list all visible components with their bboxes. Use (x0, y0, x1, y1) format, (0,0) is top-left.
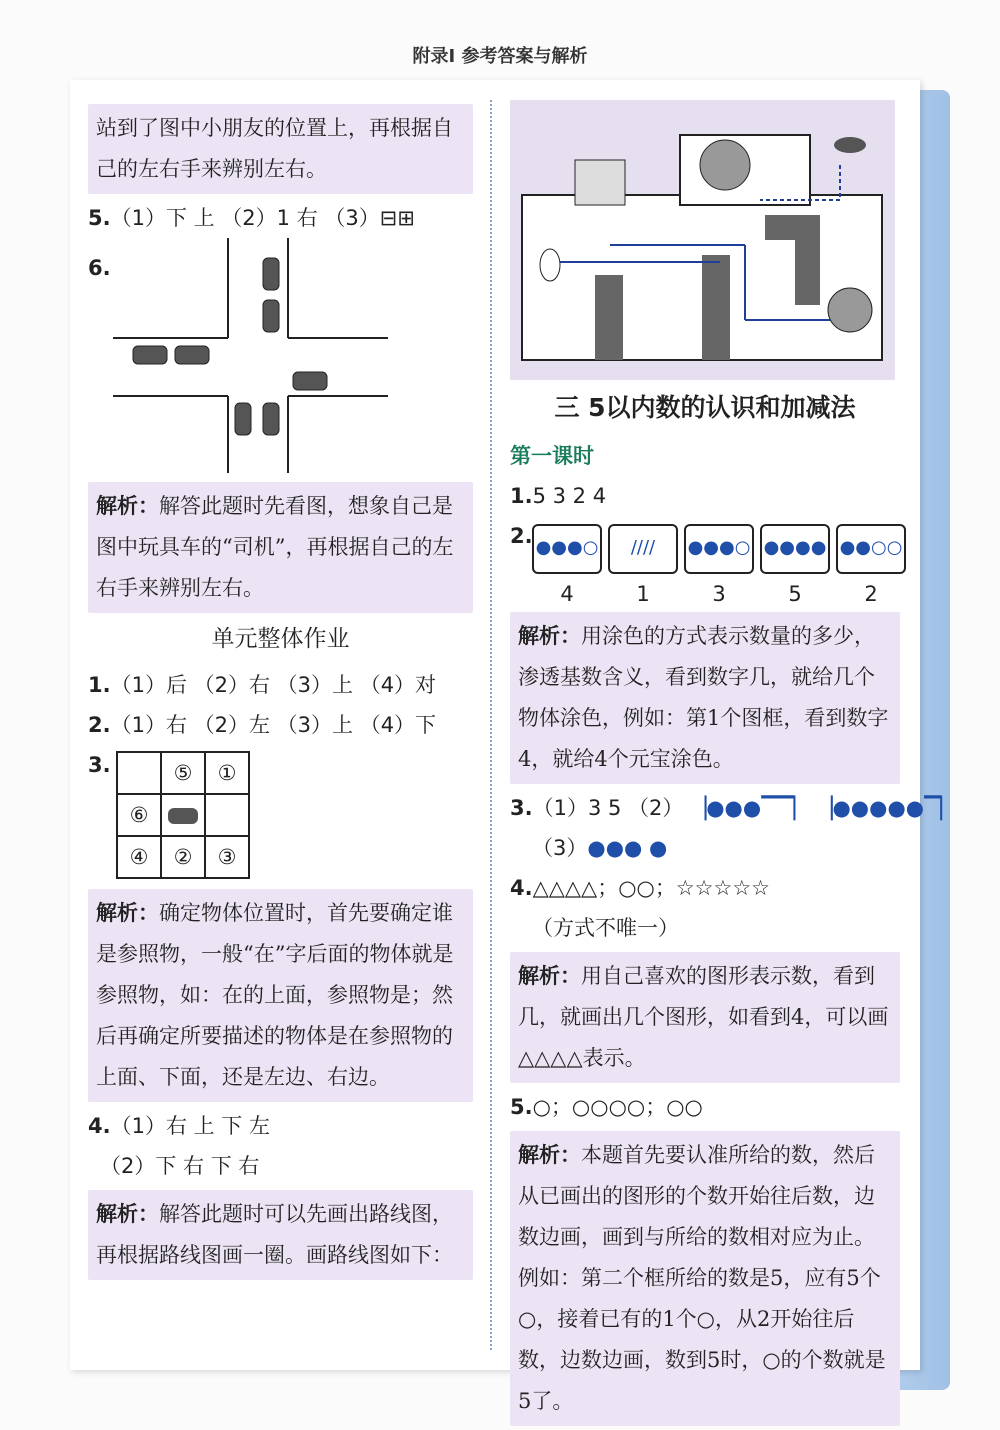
right-column (510, 100, 957, 1430)
count-frame (608, 524, 678, 574)
lesson-title: 第一课时 (510, 444, 594, 468)
grid-cell (161, 794, 205, 836)
explanation-box-7: 解析：本题首先要认准所给的数，然后从已画出的图形的个数开始往后数，边数边画，画到与所给的数相对应为止。例如：第二个框所给的数是5，应有5个○，接着已有的1个○，从2开始往后数，边数边画，数到5时，○的个数就是5了。 (510, 1131, 900, 1426)
position-grid (116, 751, 250, 879)
flame-icon: ●●●● (763, 537, 827, 558)
section-title: 三 5以内数的认识和加减法 (554, 393, 856, 422)
unit-answer-2: 2.（1）右 （2）左 （3）上 （4）下 (88, 713, 437, 737)
unit-answer-4: 4.（1）右 上 下 左 (88, 1114, 270, 1138)
count-label: 5 (788, 582, 802, 606)
explanation-box-1: 站到了图中小朋友的位置上，再根据自己的左右手来辨别左右。 (88, 104, 473, 194)
lesson-answer-4-note: （方式不唯一） (532, 916, 679, 940)
grid-cell: ② (161, 836, 205, 878)
column-divider (490, 100, 492, 1350)
explanation-box-6: 解析：用自己喜欢的图形表示数，看到几，就画出几个图形，如看到4，可以画△△△△表示。 (510, 952, 900, 1083)
grid-cell: ③ (205, 836, 249, 878)
lesson-answer-3: 3.（1）3 5 （2） ▕●●●▔▔▏ ▕●●●●●▔▏ (510, 796, 957, 820)
gold-ingot-icon: ●●●○ (535, 537, 599, 558)
count-label: 1 (636, 582, 650, 606)
wall (702, 255, 730, 360)
bead-icon: ●●● ● (587, 836, 668, 860)
cat-icon (834, 137, 866, 153)
lesson-answer-4: 4.△△△△；○○；☆☆☆☆☆ (510, 876, 770, 900)
count-label: 2 (864, 582, 878, 606)
route-map (510, 100, 895, 380)
grid-cell: ⑤ (161, 752, 205, 794)
lesson-answer-3-line2: （3）●●● ● (532, 836, 668, 860)
count-frame (684, 524, 754, 574)
grid-cell: ④ (117, 836, 161, 878)
mushroom-house-icon (700, 140, 750, 190)
toy-car (175, 346, 209, 364)
intersection-diagram (113, 238, 413, 473)
explanation-box-3: 解析：确定物体位置时，首先要确定谁是参照物，一般“在”字后面的物体就是参照物，如：在的上面，参照物是；然后再确定所要描述的物体是在参照物的上面、下面，还是左边、右边。 (88, 889, 473, 1102)
count-label: 3 (712, 582, 726, 606)
stick-icon: //// (630, 537, 656, 558)
stone-icon: ●●○○ (839, 537, 903, 558)
page-header: 附录Ⅰ 参考答案与解析 (412, 46, 588, 67)
lesson-answer-5: 5.○；○○○○；○○ (510, 1095, 703, 1119)
grid-cell: ⑥ (117, 794, 161, 836)
grid-cell (117, 752, 161, 794)
wall (795, 215, 820, 305)
toy-motorbike-icon (168, 808, 198, 824)
toy-car (263, 403, 279, 435)
explanation-box-4: 解析：解答此题时可以先画出路线图，再根据路线图画一圈。画路线图如下： (88, 1190, 473, 1280)
count-label: 4 (560, 582, 574, 606)
left-column (88, 100, 473, 1284)
unit-answer-1: 1.（1）后 （2）右 （3）上 （4）对 (88, 673, 437, 697)
toy-car (293, 372, 327, 390)
mushroom-house-icon (828, 288, 872, 332)
answer-5: 5.（1）下 上 （2）1 右 （3）⊟⊞ (88, 206, 415, 230)
lesson-answer-1: 1.5 3 2 4 (510, 484, 607, 508)
house-icon (575, 160, 625, 205)
rabbit-icon (540, 249, 560, 281)
grid-cell (205, 794, 249, 836)
toy-car (263, 258, 279, 290)
count-frame (836, 524, 906, 574)
count-frame (532, 524, 602, 574)
wall (595, 275, 623, 360)
toy-car (133, 346, 167, 364)
abacus-icon: ▕●●●▔▔▏ ▕●●●●●▔▏ (690, 796, 957, 820)
explanation-box-5: 解析：用涂色的方式表示数量的多少，渗透基数含义，看到数字几，就给几个物体涂色，例如：第1个图框，看到数字4，就给4个元宝涂色。 (510, 612, 900, 784)
unit-title: 单元整体作业 (211, 626, 350, 652)
water-drop-icon: ●●●○ (687, 537, 751, 558)
answer-6: 6. (88, 238, 473, 478)
count-frame (760, 524, 830, 574)
unit-answer-3: 3. ⑤ ① ⑥ ④ ② ③ (88, 745, 473, 885)
unit-answer-4-line2: （2）下 右 下 右 (100, 1154, 260, 1178)
lesson-answer-2: 2. ●●●○ //// ●●●○ ●●●● ●●○○ 4 1 3 5 2 (510, 516, 900, 608)
grid-cell: ① (205, 752, 249, 794)
toy-car (235, 403, 251, 435)
toy-car (263, 300, 279, 332)
explanation-box-2: 解析：解答此题时先看图，想象自己是图中玩具车的“司机”，再根据自己的左右手来辨别左右。 (88, 482, 473, 613)
